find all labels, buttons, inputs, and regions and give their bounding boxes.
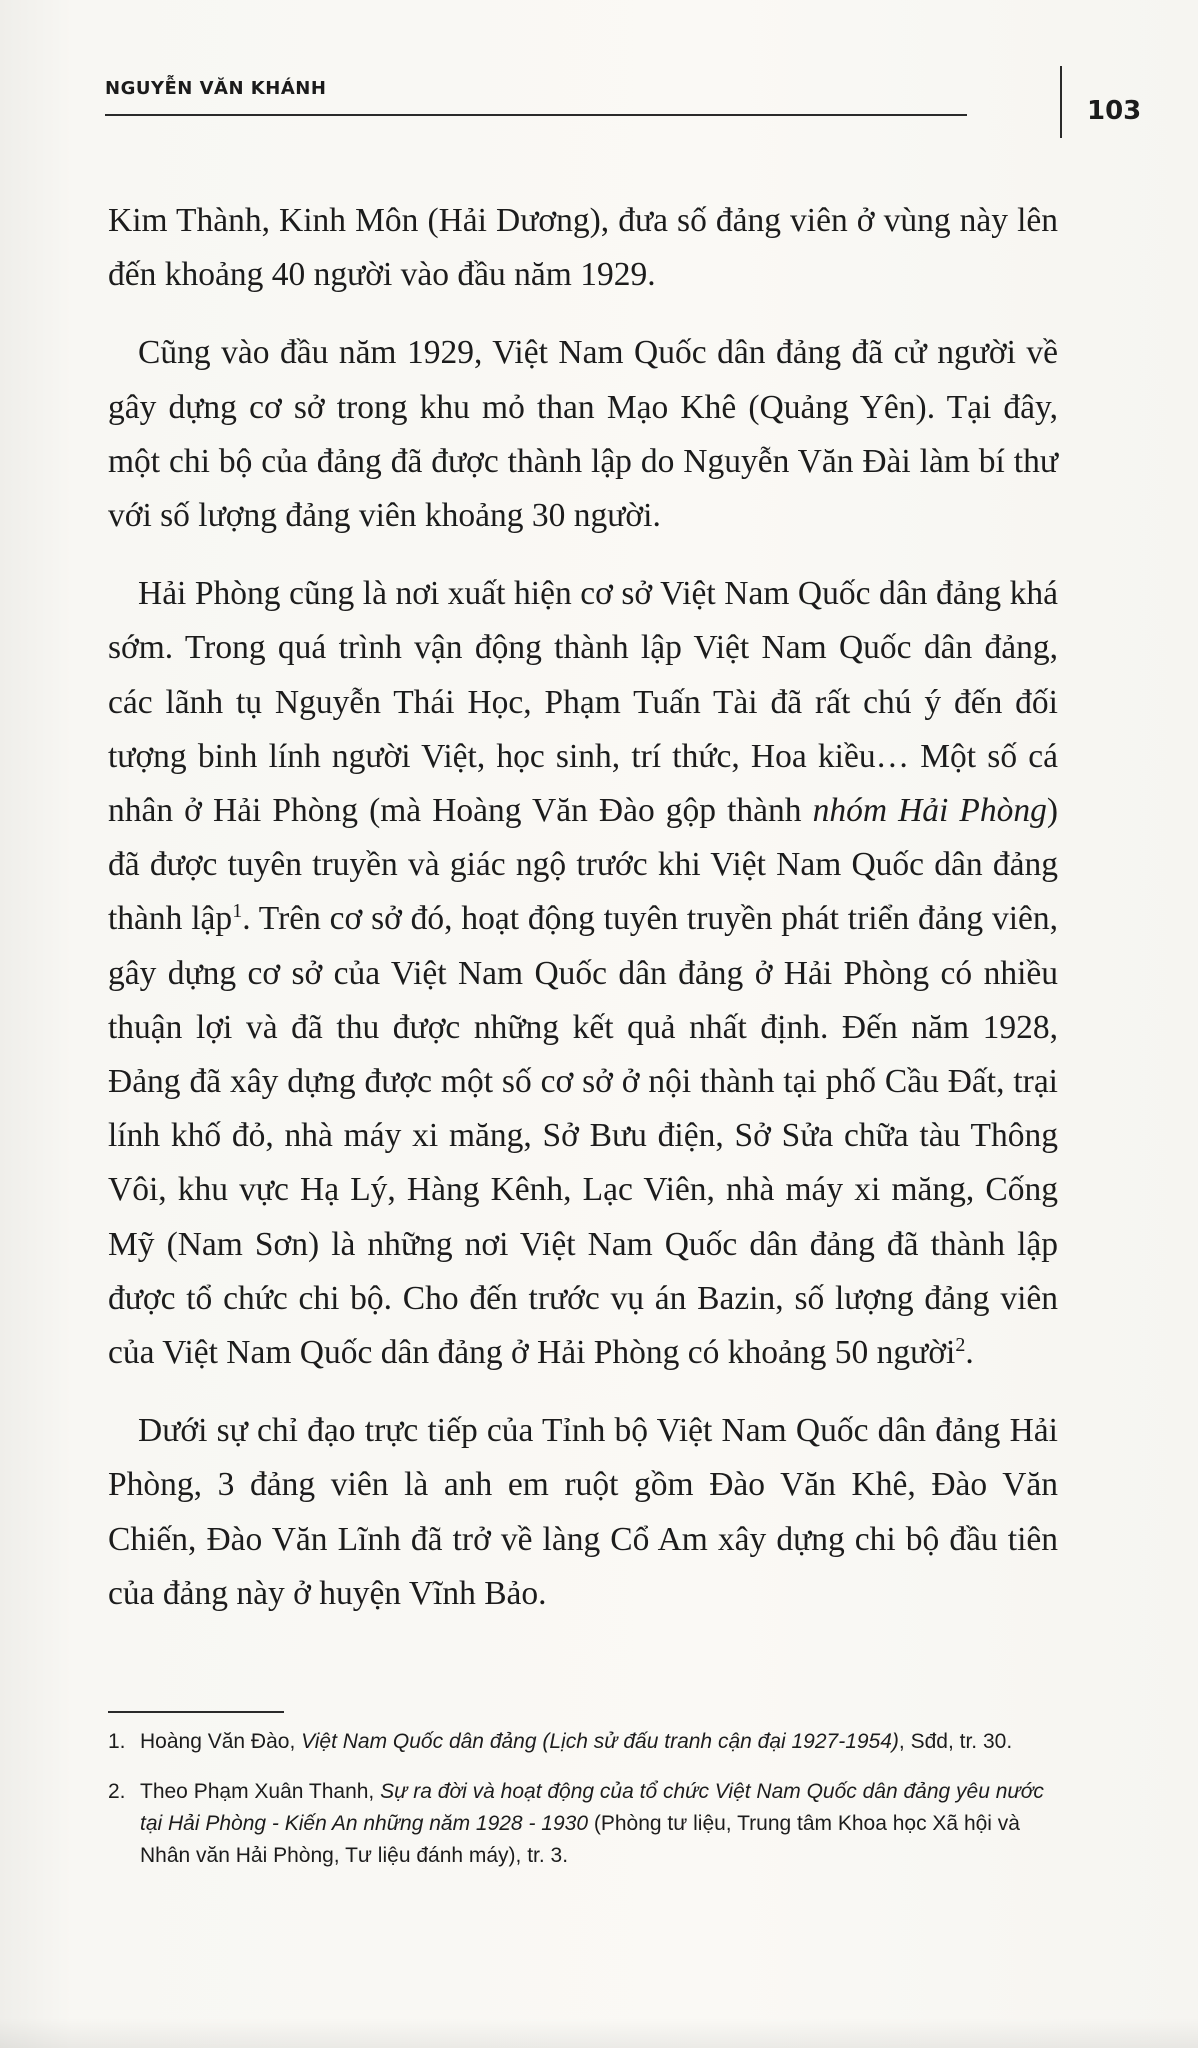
body-text — [108, 194, 1058, 1645]
text-run: . Trên cơ sở đó, hoạt động tuyên truyền phát triển đảng viên, gây dựng cơ sở của Việt Nam Quốc dân đảng ở Hải Phòng có nhiều thuận lợi và đã thu được những kết quả nhất định. Đến năm 1928, Đảng đã xây dựng được một số cơ sở ở nội thành tại phố Cầu Đất, trại lính khố đỏ, nhà máy xi măng, Sở Bưu điện, Sở Sửa chữa tàu Thông Vôi, khu vực Hạ Lý, Hàng Kênh, Lạc Viên, nhà máy xi măng, Cống Mỹ (Nam Sơn) là những nơi Việt Nam Quốc dân đảng đã thành lập được tổ chức chi bộ. Cho đến trước vụ án Bazin, số lượng đảng viên của Việt Nam Quốc dân đảng ở Hải Phòng có khoảng 50 người — [108, 900, 1058, 1372]
page-number: 103 — [1087, 96, 1142, 126]
text-run: Cũng vào đầu năm 1929, Việt Nam Quốc dân đảng đã cử người về gây dựng cơ sở trong khu mỏ than Mạo Khê (Quảng Yên). Tại đây, một chi bộ của đảng đã được thành lập do Nguyễn Văn Đài làm bí thư với số lượng đảng viên khoảng 30 người. — [108, 334, 1058, 535]
text-run: Hoàng Văn Đào, — [140, 1730, 302, 1753]
text-run: Kim Thành, Kinh Môn (Hải Dương), đưa số đảng viên ở vùng này lên đến khoảng 40 người vào đầu năm 1929. — [108, 202, 1058, 294]
running-header — [105, 64, 1155, 134]
footnote-number: 2. — [108, 1780, 126, 1803]
footnote-rule — [108, 1711, 284, 1713]
footnote — [108, 1776, 1060, 1872]
page-bottom-shade — [0, 2018, 1198, 2048]
text-run: ) đã được tuyên truyền và giác ngộ trước khi Việt Nam Quốc dân đảng thành lập — [108, 792, 1059, 938]
text-run: . — [965, 1334, 974, 1372]
paragraph — [108, 326, 1058, 543]
text-run: Theo Phạm Xuân Thanh, — [140, 1780, 381, 1803]
paragraph — [108, 567, 1058, 1380]
footnote-ref: 1 — [232, 900, 243, 923]
italic-text: nhóm Hải Phòng — [812, 792, 1047, 830]
footnotes — [108, 1726, 1060, 1890]
text-run: (Phòng tư liệu, Trung tâm Khoa học Xã hội và Nhân văn Hải Phòng, Tư liệu đánh máy), tr. 3. — [140, 1812, 1020, 1867]
text-run: Dưới sự chỉ đạo trực tiếp của Tỉnh bộ Việt Nam Quốc dân đảng Hải Phòng, 3 đảng viên là anh em ruột gồm Đào Văn Khê, Đào Văn Chiến, Đào Văn Lĩnh đã trở về làng Cổ Am xây dựng chi bộ đầu tiên của đảng này ở huyện Vĩnh Bảo. — [108, 1412, 1058, 1612]
header-rule — [105, 114, 967, 116]
running-header-author: NGUYỄN VĂN KHÁNH — [105, 78, 327, 99]
footnote — [108, 1726, 1060, 1758]
footnote-ref: 2 — [955, 1333, 966, 1356]
italic-text: Sự ra đời và hoạt động của tổ chức Việt Nam Quốc dân đảng yêu nước tại Hải Phòng - Kiến An những năm 1928 - 1930 — [140, 1780, 1044, 1835]
header-divider — [1060, 66, 1062, 138]
text-run: , Sđd, tr. 30. — [898, 1730, 1013, 1753]
text-run: Hải Phòng cũng là nơi xuất hiện cơ sở Việt Nam Quốc dân đảng khá sớm. Trong quá trình vận động thành lập Việt Nam Quốc dân đảng, các lãnh tụ Nguyễn Thái Học, Phạm Tuấn Tài đã rất chú ý đến đối tượng binh lính người Việt, học sinh, trí thức, Hoa kiều… Một số cá nhân ở Hải Phòng (mà Hoàng Văn Đào gộp thành — [108, 575, 1058, 830]
paragraph — [108, 194, 1058, 302]
italic-text: Việt Nam Quốc dân đảng (Lịch sử đấu tranh cận đại 1927-1954) — [301, 1730, 899, 1753]
paragraph — [108, 1404, 1058, 1621]
footnote-number: 1. — [108, 1730, 126, 1753]
